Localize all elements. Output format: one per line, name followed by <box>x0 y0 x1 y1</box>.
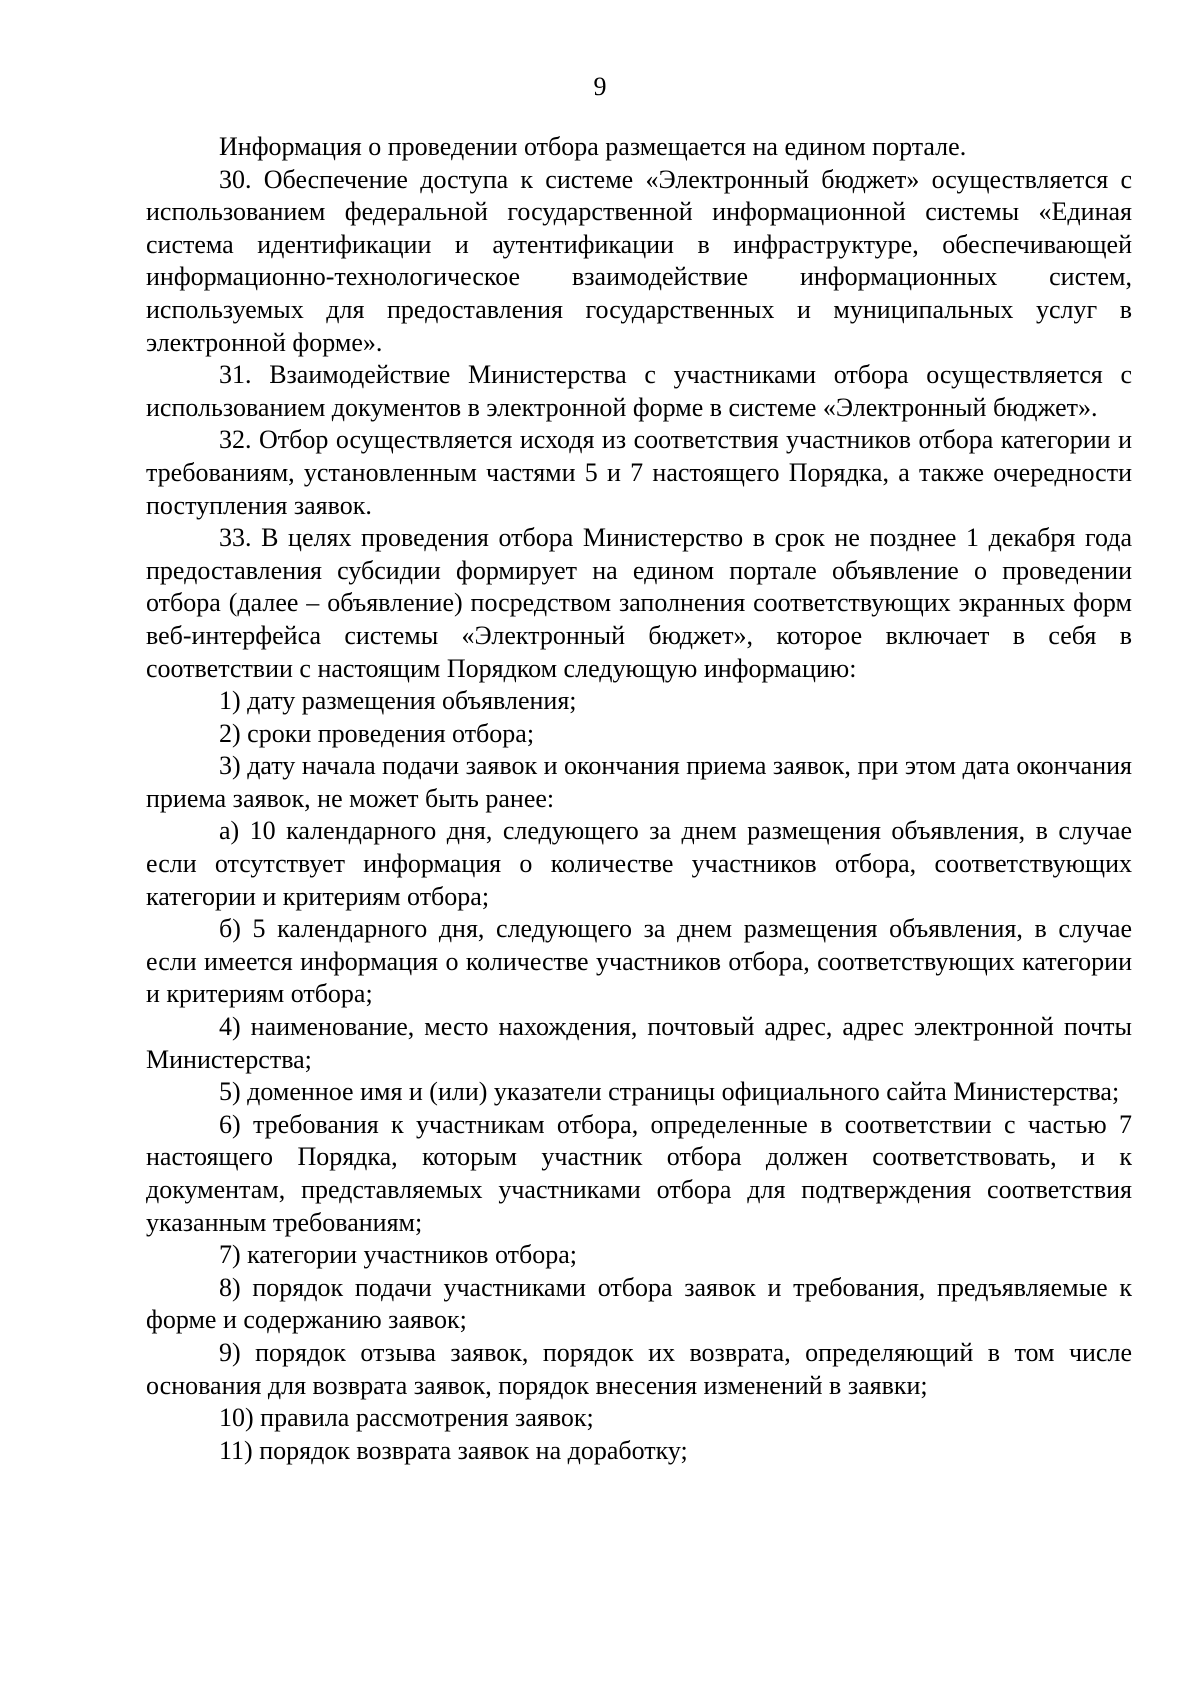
list-item-3b: б) 5 календарного дня, следующего за днем размещения объявления, в случае если имеется информация о количестве участников отбора, соответствующих категории и критериям отбора; <box>146 914 1132 1009</box>
list-item-7: 7) категории участников отбора; <box>219 1240 577 1270</box>
page-number: 9 <box>593 72 607 101</box>
list-item-11: 11) порядок возврата заявок на доработку; <box>219 1435 688 1465</box>
paragraph-intro: Информация о проведении отбора размещается на едином портале. <box>219 132 967 161</box>
list-item-6: 6) требования к участникам отбора, определенные в соответствии с частью 7 настоящего Порядка, которым участник отбора должен соответствовать, и к документам, представляемых участниками отбора для подтверждения соответствия указанным требованиям; <box>146 1109 1132 1237</box>
paragraph-30: 30. Обеспечение доступа к системе «Электронный бюджет» осуществляется с использованием федеральной государственной информационной системы «Единая система идентификации и аутентификации в инфраструктуре, обеспечивающей информационно-технологическое взаимодействие информационных систем, используемых для предоставления государственных и муниципальных услуг в электронной форме». <box>146 164 1132 357</box>
paragraph-31: 31. Взаимодействие Министерства с участниками отбора осуществляется с использованием документов в электронной форме в системе «Электронный бюджет». <box>146 360 1132 422</box>
list-item-9: 9) порядок отзыва заявок, порядок их возврата, определяющий в том числе основания для возврата заявок, порядок внесения изменений в заявки; <box>146 1337 1132 1400</box>
list-item-8: 8) порядок подачи участниками отбора заявок и требования, предъявляемые к форме и содержанию заявок; <box>146 1272 1132 1335</box>
list-item-10: 10) правила рассмотрения заявок; <box>219 1403 594 1433</box>
list-item-4: 4) наименование, место нахождения, почтовый адрес, адрес электронной почты Министерства; <box>146 1012 1132 1074</box>
list-item-3: 3) дату начала подачи заявок и окончания приема заявок, при этом дата окончания приема заявок, не может быть ранее: <box>146 751 1132 813</box>
paragraph-32: 32. Отбор осуществляется исходя из соответствия участников отбора категории и требованиям, установленным частями 5 и 7 настоящего Порядка, а также очередности поступления заявок. <box>146 425 1132 520</box>
paragraph-33: 33. В целях проведения отбора Министерство в срок не позднее 1 декабря года предоставления субсидии формирует на едином портале объявление о проведении отбора (далее – объявление) посредством заполнения соответствующих экранных форм веб-интерфейса системы «Электронный бюджет», которое включает в себя в соответствии с настоящим Порядком следующую информацию: <box>146 523 1132 683</box>
list-item-1: 1) дату размещения объявления; <box>219 686 577 716</box>
list-item-5: 5) доменное имя и (или) указатели страницы официального сайта Министерства; <box>219 1077 1120 1107</box>
document-body <box>146 131 1132 1467</box>
list-item-2: 2) сроки проведения отбора; <box>219 718 535 748</box>
list-item-3a: а) 10 календарного дня, следующего за днем размещения объявления, в случае если отсутствует информация о количестве участников отбора, соответствующих категории и критериям отбора; <box>146 816 1132 911</box>
